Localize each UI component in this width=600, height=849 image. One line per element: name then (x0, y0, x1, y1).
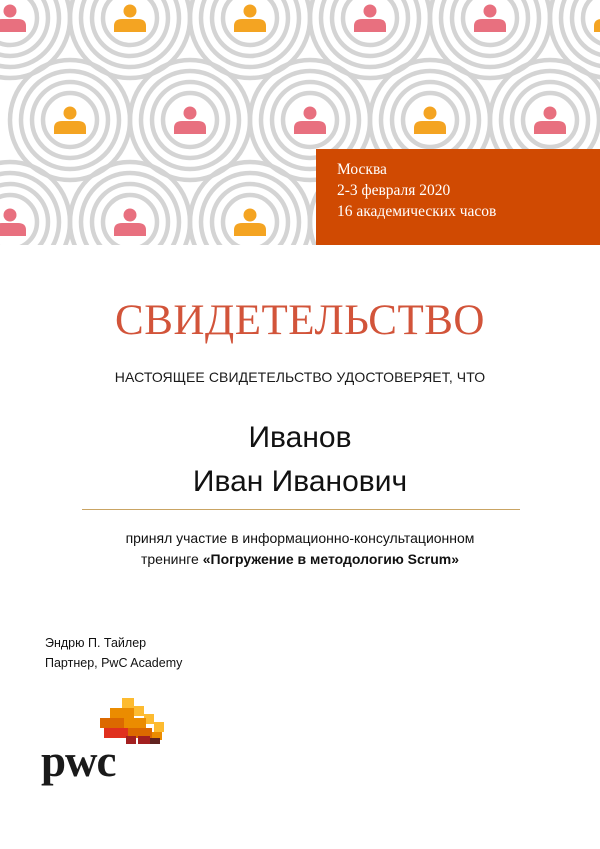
person-icon (0, 209, 26, 237)
training-line-2 (0, 549, 600, 570)
logo-block (112, 718, 124, 728)
person-icon (354, 5, 386, 33)
recipient-first-names: Иван Иванович (192, 465, 408, 498)
logo-block (122, 698, 134, 708)
person-icon (174, 107, 206, 135)
name-divider (82, 509, 520, 510)
pwc-wordmark: pwc (41, 736, 116, 786)
person-icon (594, 5, 600, 33)
event-info-box (316, 149, 600, 245)
logo-block (150, 738, 160, 744)
logo-block (100, 718, 112, 728)
signer-block (45, 633, 182, 673)
logo-block (136, 718, 146, 728)
certificate-title: СВИДЕТЕЛЬСТВО (115, 297, 485, 344)
training-name: «Погружение в методологию Scrum» (202, 551, 460, 567)
person-icon (534, 107, 566, 135)
logo-block (126, 736, 136, 744)
logo-block (154, 722, 164, 732)
training-prefix: тренинге (140, 551, 203, 567)
person-icon (234, 5, 266, 33)
signer-name: Эндрю П. Тайлер (45, 636, 147, 650)
logo-block (122, 708, 134, 718)
training-description (0, 528, 600, 570)
recipient-last-name: Иванов (248, 421, 352, 454)
person-icon (414, 107, 446, 135)
person-icon (54, 107, 86, 135)
training-line-1: принял участие в информационно-консультационном (125, 530, 475, 546)
person-icon (474, 5, 506, 33)
event-city: Москва (337, 161, 387, 178)
recipient-name (0, 416, 600, 504)
person-icon (234, 209, 266, 237)
logo-block (124, 718, 136, 728)
logo-block (138, 736, 150, 744)
person-icon (114, 209, 146, 237)
event-hours: 16 академических часов (337, 203, 497, 220)
pwc-logo (40, 692, 170, 796)
signer-position: Партнер, PwC Academy (45, 656, 183, 670)
person-icon (294, 107, 326, 135)
person-icon (114, 5, 146, 33)
event-dates: 2-3 февраля 2020 (337, 182, 451, 199)
person-icon (0, 5, 26, 33)
logo-block (134, 706, 144, 716)
certificate-subtitle: НАСТОЯЩЕЕ СВИДЕТЕЛЬСТВО УДОСТОВЕРЯЕТ, ЧТО (114, 369, 486, 385)
logo-block (110, 708, 122, 718)
